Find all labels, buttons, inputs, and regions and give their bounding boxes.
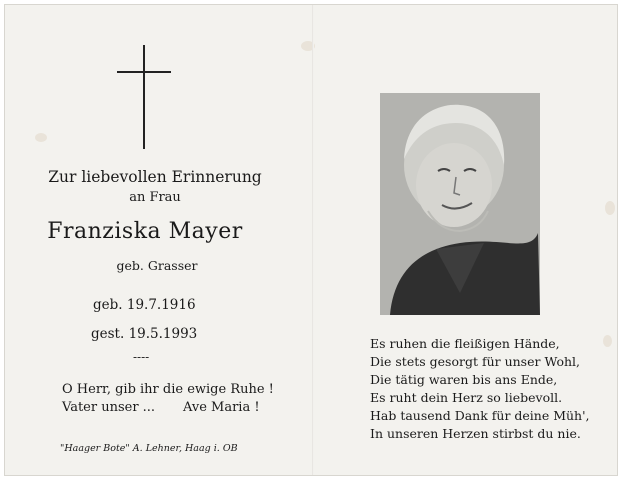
portrait-photo [380, 93, 540, 315]
memorial-card [4, 4, 618, 476]
separator: ---- [133, 350, 150, 364]
left-panel [5, 5, 312, 475]
cross-icon [117, 45, 171, 149]
printer-credit [60, 443, 238, 454]
death-date: gest. 19.5.1993 [91, 326, 198, 342]
poem [370, 335, 590, 443]
prayer-line: Vater unser ... [62, 400, 156, 415]
memorial-heading: Zur liebevollen Erinnerung [48, 168, 262, 186]
salutation: an Frau [129, 190, 181, 205]
poem-line: Hab tausend Dank für deine Müh', [370, 408, 590, 423]
poem-line: Es ruhen die fleißigen Hände, [370, 336, 560, 351]
poem-line: In unseren Herzen stirbst du nie. [370, 426, 581, 441]
birth-date: geb. 19.7.1916 [93, 297, 196, 313]
poem-line: Es ruht dein Herz so liebevoll. [370, 390, 563, 405]
poem-line: Die stets gesorgt für unser Wohl, [370, 354, 580, 369]
maiden-name: geb. Grasser [116, 258, 198, 273]
printer-name: "Haager Bote" [60, 443, 130, 454]
printer-address: A. Lehner, Haag i. OB [132, 443, 238, 454]
prayer-line: O Herr, gib ihr die ewige Ruhe ! [62, 382, 274, 397]
deceased-name: Franziska Mayer [47, 219, 243, 244]
portrait-icon [380, 93, 540, 315]
poem-line: Die tätig waren bis ans Ende, [370, 372, 558, 387]
prayer-line: Ave Maria ! [183, 400, 260, 415]
right-panel [314, 5, 618, 475]
